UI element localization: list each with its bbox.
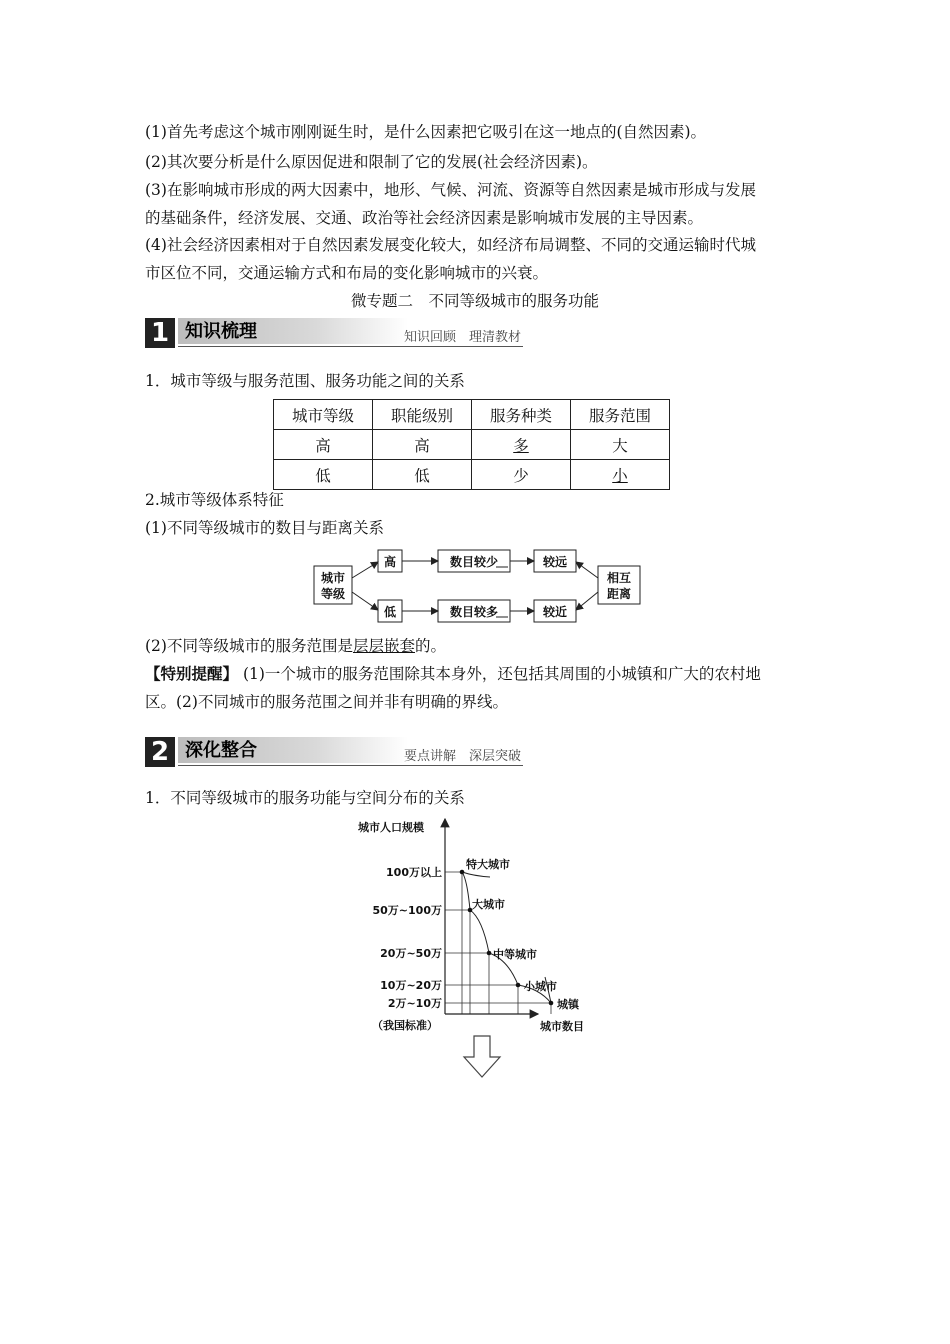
mutual-distance-label: 距离 [606,587,632,601]
table-cell [472,430,571,460]
paragraph-line: 的基础条件，经济发展、交通、政治等社会经济因素是影响城市发展的主导因素。 [145,209,704,227]
y-axis-note: （我国标准） [372,1019,438,1032]
y-tick-label: 10万~20万 [380,979,442,992]
y-tick-label: 100万以上 [386,866,442,879]
data-label: 小城市 [524,980,557,993]
mutual-distance-label: 相互 [606,571,632,585]
paragraph-line: (4)社会经济因素相对于自然因素发展变化较大，如经济布局调整、不同的交通运输时代城 [145,236,756,254]
arrow [352,592,378,610]
city-level-flow-diagram [310,542,646,626]
table-header-row [274,400,670,430]
data-point [516,983,521,988]
table-cell: 大 [571,430,670,460]
paragraph-line: (1)首先考虑这个城市刚刚诞生时，是什么因素把它吸引在这一地点的(自然因素)。 [145,123,707,141]
city-level-label: 等级 [320,587,346,601]
y-tick-label: 2万~10万 [387,997,442,1010]
item-subheading: (2)不同等级城市的服务范围是层层嵌套的。 [145,637,446,655]
table-cell: 低 [373,460,472,490]
y-tick-label: 50万~100万 [372,904,442,917]
section-number: 2 [145,737,175,767]
special-reminder-cont: 区。(2)不同城市的服务范围之间并非有明确的界线。 [145,693,508,711]
data-label: 城镇 [557,998,579,1011]
high-label: 高 [383,555,397,569]
arrow [352,562,378,578]
data-point [460,870,465,875]
x-axis-label: 城市数目 [540,1020,584,1033]
city-level-label: 城市 [320,571,346,585]
table-cell: 少 [472,460,571,490]
arrow [576,592,598,610]
table-cell: 高 [274,430,373,460]
paragraph-line: 市区位不同，交通运输方式和布局的变化影响城市的兴衰。 [145,264,549,282]
table-row [274,460,670,490]
item-heading: 2.城市等级体系特征 [145,491,284,509]
data-label: 中等城市 [493,948,537,961]
item-subheading: (1)不同等级城市的数目与距离关系 [145,519,384,537]
arrow [576,562,598,578]
table-row [274,430,670,460]
data-label: 大城市 [472,898,505,911]
section-subtitle: 要点讲解 深层突破 [403,749,521,764]
count-few-label: 数目较少 [449,555,499,569]
paragraph-line: (2)其次要分析是什么原因促进和限制了它的发展(社会经济因素)。 [145,153,598,171]
y-axis-label: 城市人口规模 [358,821,424,834]
section-title: 知识梳理 [185,321,257,342]
city-size-chart [350,815,600,1040]
section-banner-2 [145,737,523,767]
table-cell-underlined: 多 [513,436,529,455]
relation-table [273,399,670,490]
near-label: 较近 [542,605,568,619]
key-term: 层层嵌套 [352,637,415,655]
far-label: 较远 [542,555,568,569]
count-many-label: 数目较多 [449,605,499,619]
item-heading: 1．城市等级与服务范围、服务功能之间的关系 [145,372,465,390]
low-label: 低 [383,605,397,619]
subtopic-title: 微专题二 不同等级城市的服务功能 [350,292,599,310]
table-header: 职能级别 [373,400,472,430]
paragraph-line: (3)在影响城市形成的两大因素中，地形、气候、河流、资源等自然因素是城市形成与发展 [145,181,756,199]
table-cell-underlined: 小 [612,466,628,485]
table-header: 服务种类 [472,400,571,430]
data-point [487,951,492,956]
y-tick-label: 20万~50万 [380,947,442,960]
table-cell: 高 [373,430,472,460]
section-banner-1 [145,318,523,348]
section-title: 深化整合 [185,740,257,761]
table-header: 城市等级 [274,400,373,430]
reminder-label: 【特别提醒】 [145,664,239,683]
data-label: 特大城市 [466,858,510,871]
section-subtitle: 知识回顾 理清教材 [403,330,521,345]
down-arrow-icon [462,1035,502,1079]
data-point [549,1001,554,1006]
table-cell [571,460,670,490]
table-cell: 低 [274,460,373,490]
item-heading: 1．不同等级城市的服务功能与空间分布的关系 [145,789,465,807]
table-header: 服务范围 [571,400,670,430]
section-number: 1 [145,318,175,348]
special-reminder: 【特别提醒】 (1)一个城市的服务范围除其本身外，还包括其周围的小城镇和广大的农村地 [145,664,761,683]
